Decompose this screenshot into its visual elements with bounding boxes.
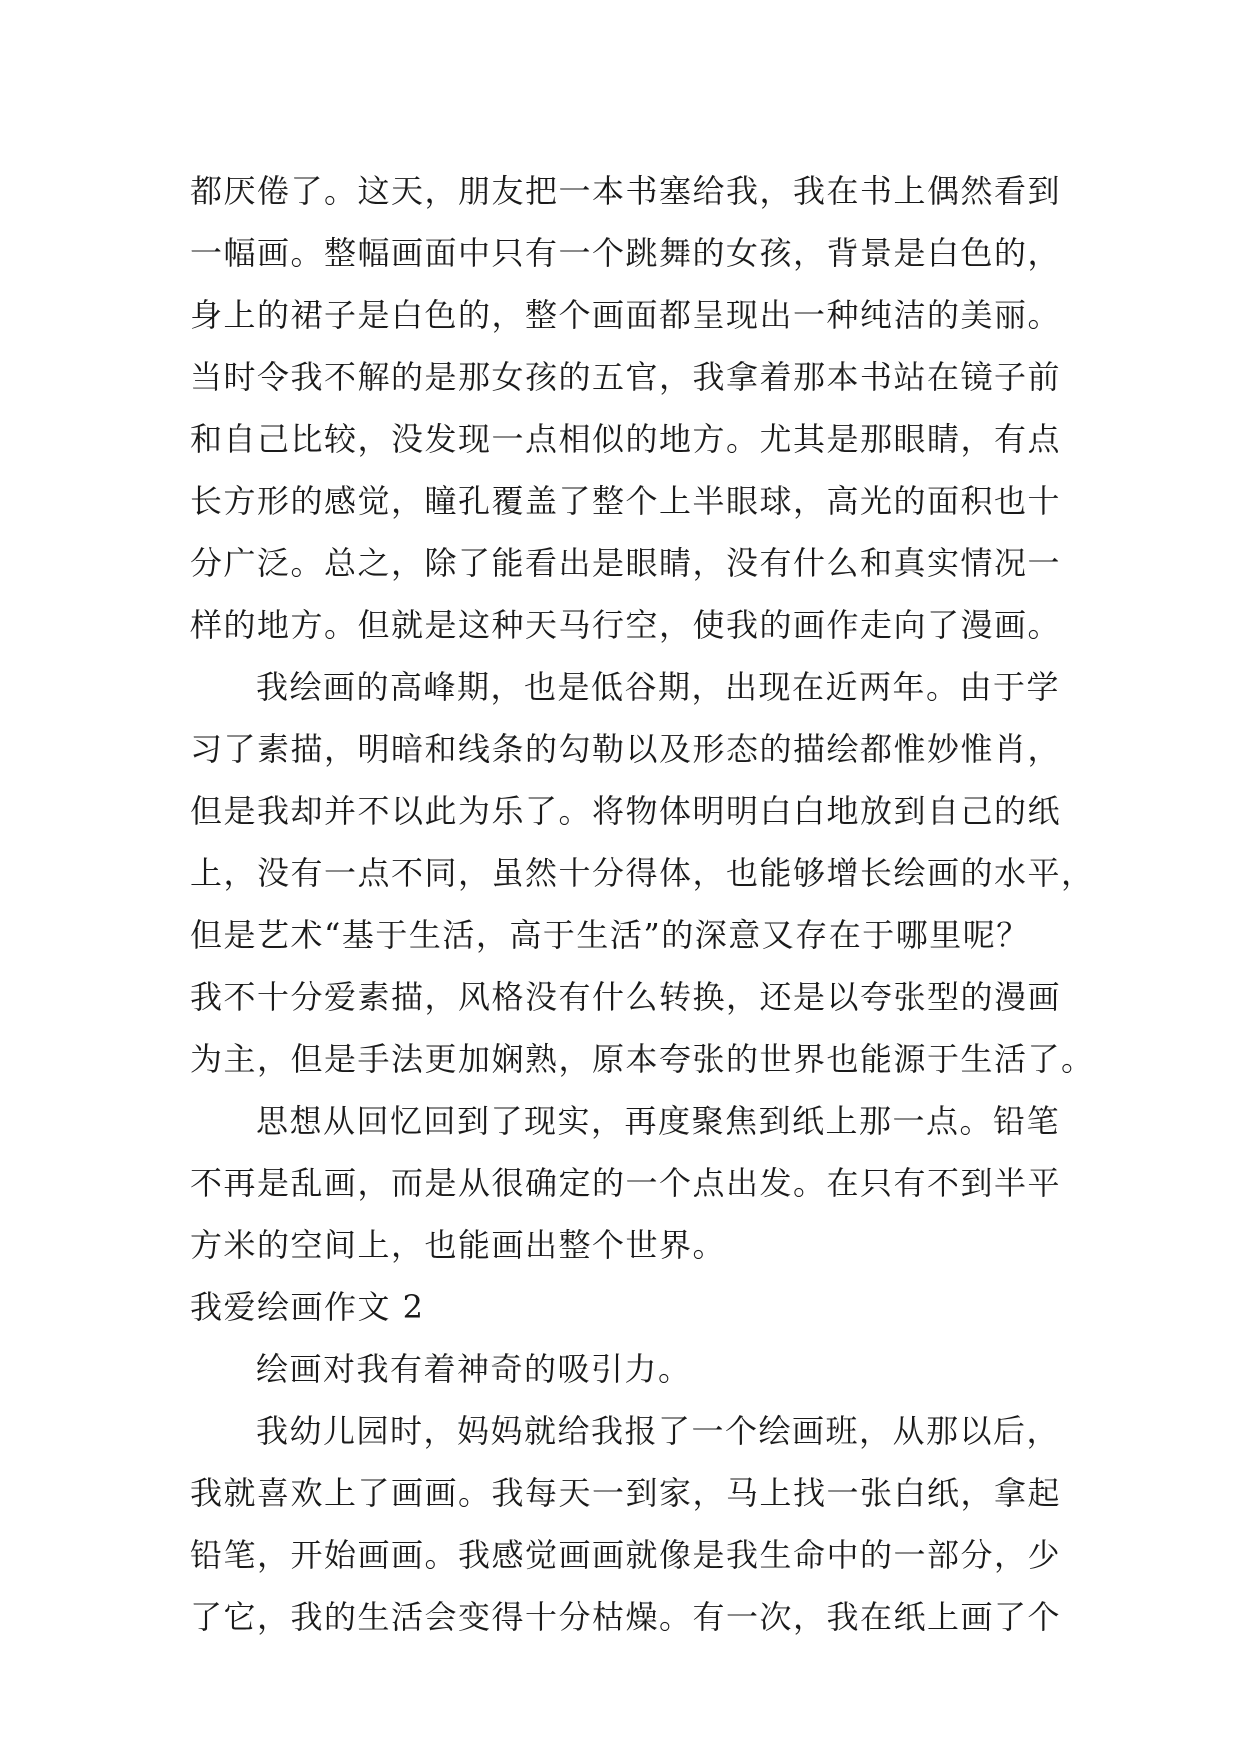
text-line: 分广泛。总之，除了能看出是眼睛，没有什么和真实情况一 bbox=[190, 544, 1062, 582]
text-line: 我就喜欢上了画画。我每天一到家，马上找一张白纸，拿起 bbox=[190, 1474, 1062, 1512]
text-line: 习了素描，明暗和线条的勾勒以及形态的描绘都惟妙惟肖， bbox=[190, 730, 1062, 768]
text-line: 都厌倦了。这天，朋友把一本书塞给我，我在书上偶然看到 bbox=[190, 172, 1062, 210]
text-line: 不再是乱画，而是从很确定的一个点出发。在只有不到半平 bbox=[190, 1164, 1062, 1202]
text-line: 但是我却并不以此为乐了。将物体明明白白地放到自己的纸 bbox=[190, 792, 1062, 830]
text-line: 思想从回忆回到了现实，再度聚焦到纸上那一点。铅笔 bbox=[256, 1102, 1061, 1140]
text-line: 铅笔，开始画画。我感觉画画就像是我生命中的一部分，少 bbox=[190, 1536, 1062, 1574]
text-line: 当时令我不解的是那女孩的五官，我拿着那本书站在镜子前 bbox=[190, 358, 1062, 396]
text-line: 了它，我的生活会变得十分枯燥。有一次，我在纸上画了个 bbox=[190, 1598, 1062, 1636]
text-line: 方米的空间上，也能画出整个世界。 bbox=[190, 1226, 727, 1264]
text-line: 和自己比较，没发现一点相似的地方。尤其是那眼睛，有点 bbox=[190, 420, 1062, 458]
text-line: 我幼儿园时，妈妈就给我报了一个绘画班，从那以后， bbox=[256, 1412, 1061, 1450]
text-line: 身上的裙子是白色的，整个画面都呈现出一种纯洁的美丽。 bbox=[190, 296, 1062, 334]
text-line: 但是艺术“基于生活，高于生活”的深意又存在于哪里呢？ bbox=[190, 916, 1030, 954]
text-line: 上，没有一点不同，虽然十分得体，也能够增长绘画的水平， bbox=[190, 854, 1095, 892]
text-line: 绘画对我有着神奇的吸引力。 bbox=[256, 1350, 692, 1388]
text-line: 长方形的感觉，瞳孔覆盖了整个上半眼球，高光的面积也十 bbox=[190, 482, 1062, 520]
section-heading: 我爱绘画作文 2 bbox=[190, 1288, 425, 1326]
text-line: 我不十分爱素描，风格没有什么转换，还是以夸张型的漫画 bbox=[190, 978, 1062, 1016]
document-body bbox=[190, 160, 1095, 1648]
text-line: 为主，但是手法更加娴熟，原本夸张的世界也能源于生活了。 bbox=[190, 1040, 1095, 1078]
text-line: 样的地方。但就是这种天马行空，使我的画作走向了漫画。 bbox=[190, 606, 1062, 644]
text-line: 我绘画的高峰期，也是低谷期，出现在近两年。由于学 bbox=[256, 668, 1061, 706]
text-line: 一幅画。整幅画面中只有一个跳舞的女孩，背景是白色的， bbox=[190, 234, 1062, 272]
